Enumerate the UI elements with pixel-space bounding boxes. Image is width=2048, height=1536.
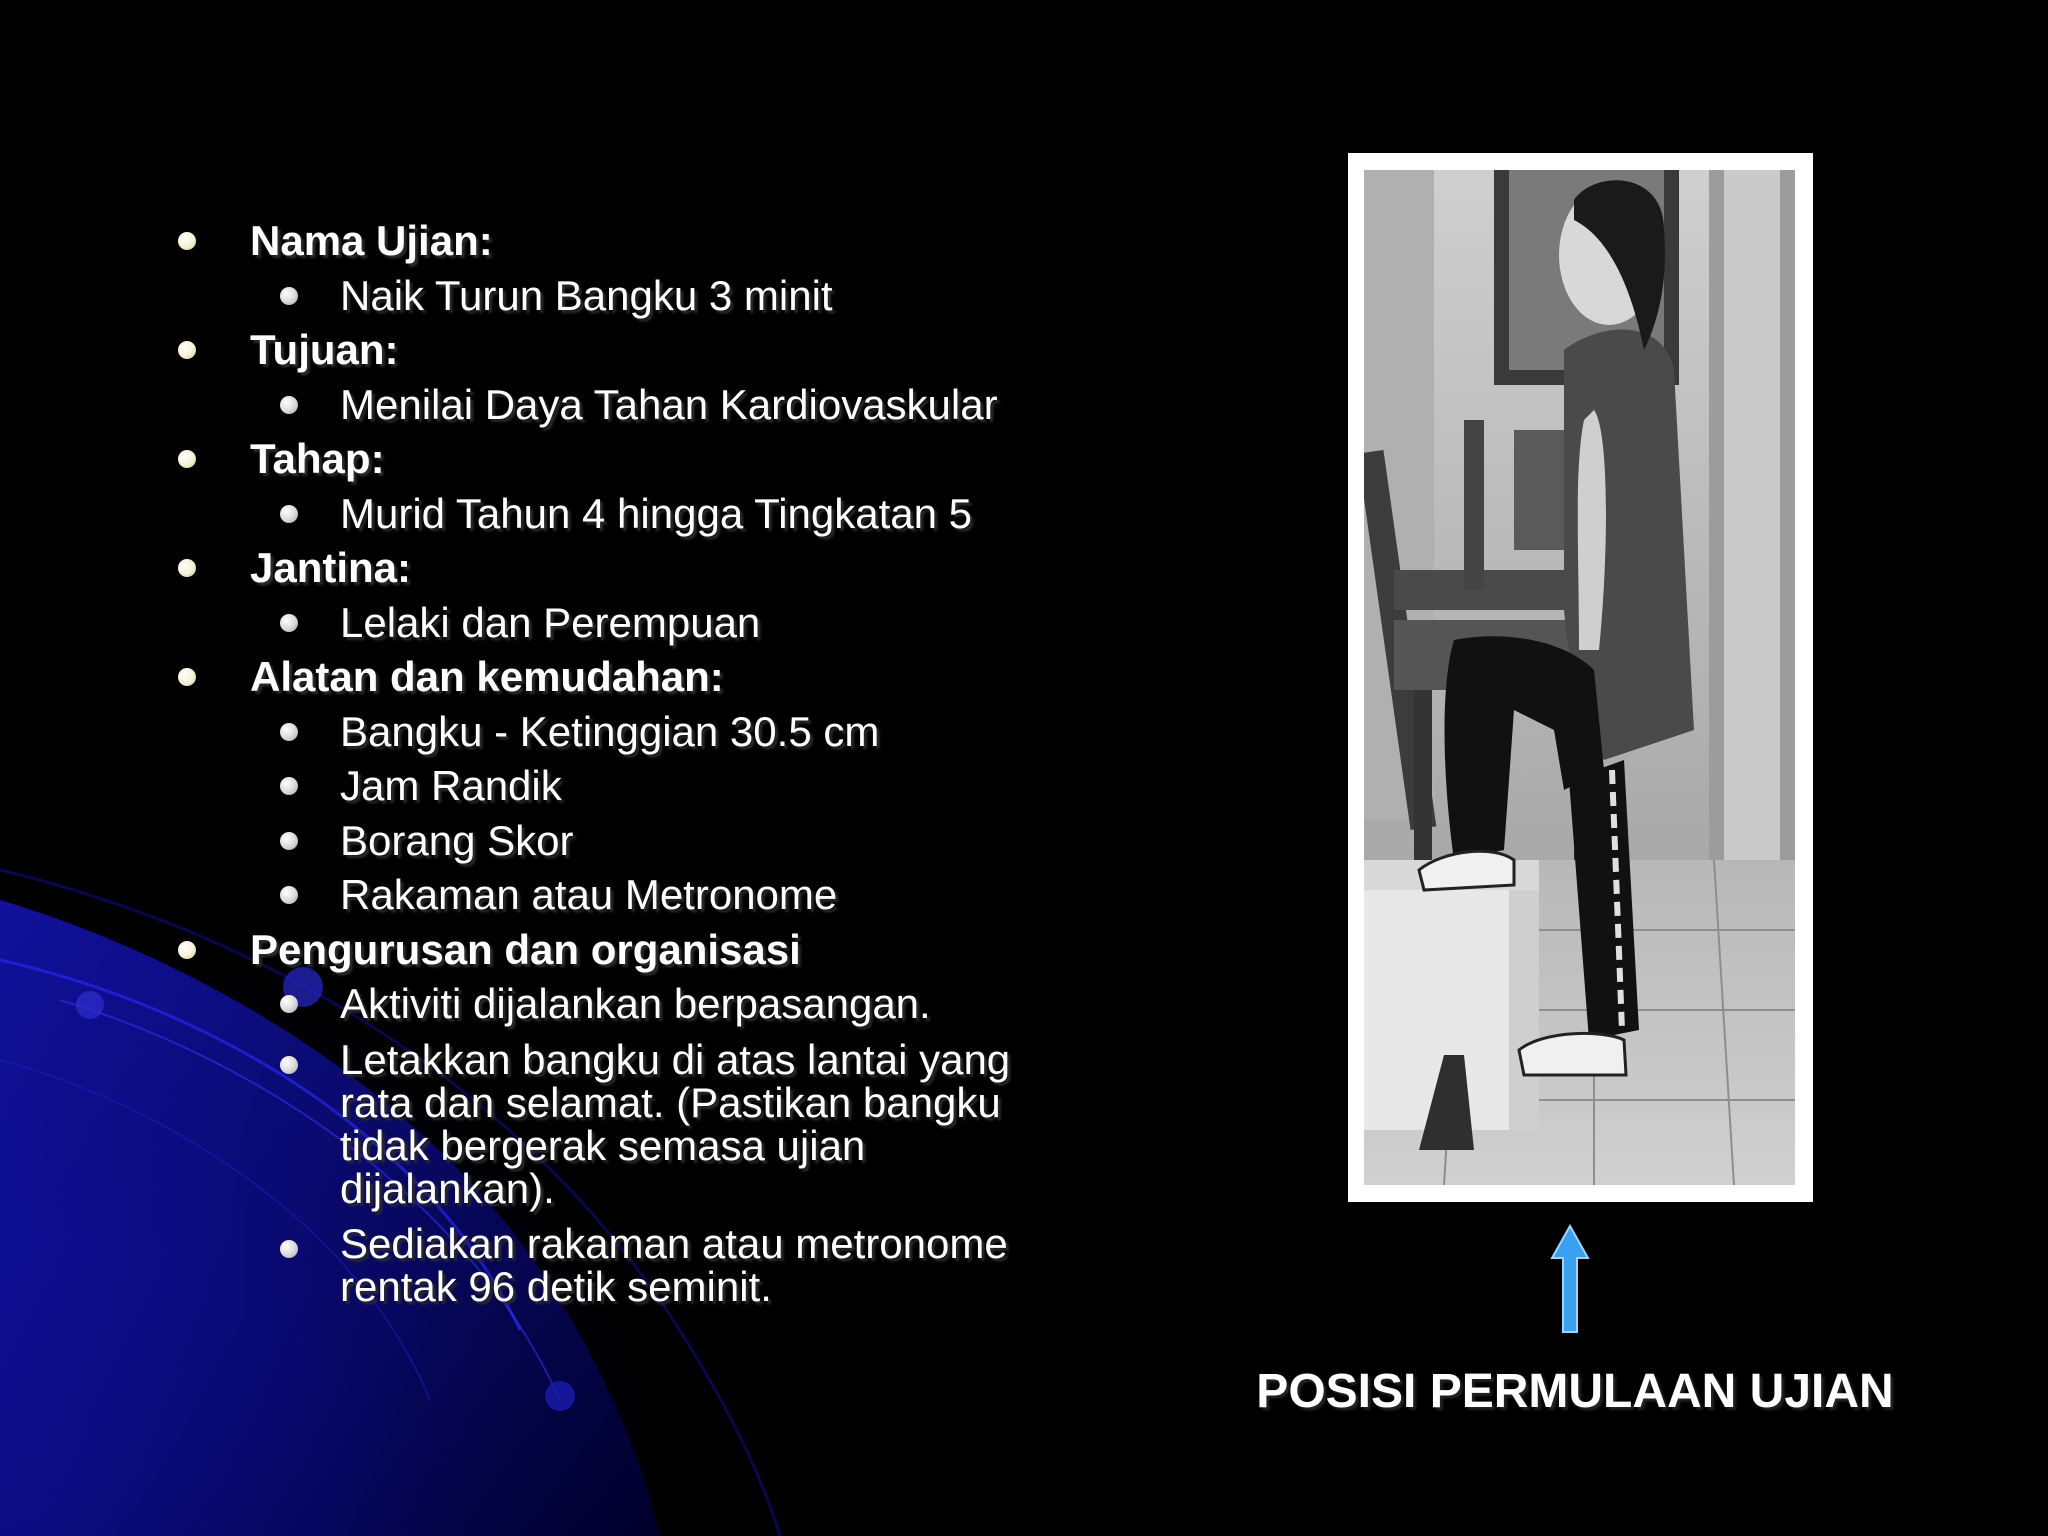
sub-bullet-item [170,977,1090,1032]
photo-starting-position [1364,170,1795,1185]
photo-frame [1348,153,1813,1202]
bullet-label: Tujuan: [250,326,399,373]
bullet-dot-icon [280,614,298,632]
bullet-dot-icon [280,832,298,850]
sub-bullet-text: Jam Randik [340,762,562,809]
photo-caption: POSISI PERMULAAN UJIAN [1256,1365,1894,1418]
sub-bullet-text: Aktiviti dijalankan berpasangan. [340,980,931,1027]
bullet-item [170,323,1090,378]
sub-bullet-item [170,814,1090,869]
up-arrow-icon [1550,1224,1590,1334]
bullet-dot-icon [178,450,196,468]
sub-bullet-text: Menilai Daya Tahan Kardiovaskular [340,380,998,428]
sub-bullet-text: Borang Skor [340,816,574,864]
bullet-item [170,432,1090,487]
bullet-label: Nama Ujian: [250,217,493,264]
sub-bullet-text: Sediakan rakaman atau metronome rentak 96 detik seminit. [340,1219,1008,1310]
sub-bullet-item [170,1032,1020,1216]
bullet-item [170,923,1090,978]
sub-bullet-item [170,705,1090,760]
bullet-dot-icon [178,232,196,250]
sub-bullet-item [170,378,1090,433]
bullet-dot-icon [178,668,196,686]
bullet-label: Pengurusan dan organisasi [250,925,801,973]
photo-illustration [1364,170,1795,1185]
bullet-dot-icon [280,505,298,523]
sub-bullet-text: Rakaman atau Metronome [340,871,838,918]
bullet-dot-icon [280,777,298,795]
bullet-item [170,650,1090,705]
sub-bullet-text: Letakkan bangku di atas lantai yang rata dan selamat. (Pastikan bangku tidak bergerak semasa ujian dijalankan). [340,1035,1011,1212]
bullet-item [170,214,1090,269]
sub-bullet-item [170,759,1090,814]
bullet-label: Tahap: [250,435,385,482]
sub-bullet-text: Lelaki dan Perempuan [340,598,761,646]
sub-bullet-text: Naik Turun Bangku 3 minit [340,271,833,319]
sub-bullet-item [170,1216,1020,1314]
bullet-dot-icon [178,341,196,359]
bullet-list [170,214,1090,1314]
bullet-dot-icon [280,1240,298,1258]
sub-bullet-text: Bangku - Ketinggian 30.5 cm [340,707,880,755]
bullet-dot-icon [280,723,298,741]
bullet-dot-icon [280,287,298,305]
bullet-dot-icon [280,886,298,904]
bullet-item [170,541,1090,596]
bullet-dot-icon [280,1056,298,1074]
sub-bullet-text: Murid Tahun 4 hingga Tingkatan 5 [340,489,973,537]
bullet-dot-icon [280,396,298,414]
bullet-label: Jantina: [250,544,412,591]
bullet-label: Alatan dan kemudahan: [250,653,724,700]
bullet-dot-icon [178,941,196,959]
sub-bullet-item [170,269,1090,324]
sub-bullet-item [170,868,1090,923]
bullet-dot-icon [178,559,196,577]
sub-bullet-item [170,596,1090,651]
sub-bullet-item [170,487,1090,542]
bullet-dot-icon [280,995,298,1013]
